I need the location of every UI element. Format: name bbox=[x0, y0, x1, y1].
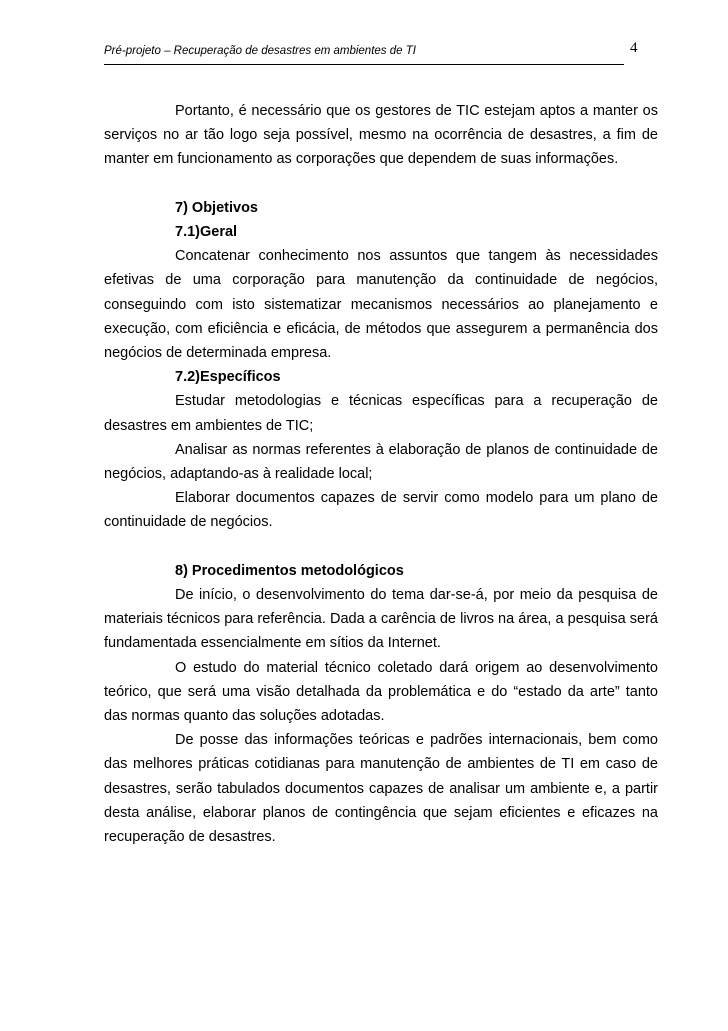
procedimentos-paragraph: O estudo do material técnico coletado dará origem ao desenvolvimento teórico, que será uma visão detalhada da problemática e do “estado da arte” tanto das normas quanto das soluções adotadas. bbox=[104, 659, 658, 725]
spacer bbox=[104, 535, 658, 559]
intro-paragraph: Portanto, é necessário que os gestores de TIC estejam aptos a manter os serviços no ar tão logo seja possível, mesmo na ocorrência de desastres, a fim de manter em funcionamento as corporações que dependem de suas informações. bbox=[104, 103, 658, 168]
especificos-item: Analisar as normas referentes à elaboração de planos de continuidade de negócios, adaptando-as à realidade local; bbox=[104, 441, 658, 483]
subsection-heading-geral: 7.1)Geral bbox=[175, 224, 238, 240]
especificos-item: Elaborar documentos capazes de servir como modelo para um plano de continuidade de negócios. bbox=[104, 490, 658, 531]
header-title: Pré-projeto – Recuperação de desastres em ambientes de TI bbox=[104, 45, 416, 57]
page-number: 4 bbox=[630, 40, 638, 56]
procedimentos-paragraph: De posse das informações teóricas e padrões internacionais, bem como das melhores práticas cotidianas para manutenção de ambientes de TI em caso de desastres, serão tabulados documentos capazes de analisar um ambiente e, a partir desta análise, elaborar planos de contingência que sejam eficientes e eficazes na recuperação de desastres. bbox=[104, 732, 658, 846]
section-heading-procedimentos: 8) Procedimentos metodológicos bbox=[175, 562, 404, 579]
running-header bbox=[104, 42, 624, 65]
procedimentos-paragraph: De início, o desenvolvimento do tema dar-se-á, por meio da pesquisa de materiais técnicos para referência. Dada a carência de livros na área, a pesquisa será fundamentada essencialmente em sítios da Internet. bbox=[104, 587, 658, 652]
section-heading-objetivos: 7) Objetivos bbox=[175, 199, 258, 216]
especificos-item: Estudar metodologias e técnicas específicas para a recuperação de desastres em ambientes de TIC; bbox=[104, 393, 658, 434]
spacer bbox=[104, 172, 658, 196]
geral-paragraph: Concatenar conhecimento nos assuntos que tangem às necessidades efetivas de uma corporação para manutenção da continuidade de negócios, conseguindo com isto sistematizar mecanismos necessários ao planejamento e execução, com eficiência e eficácia, de métodos que assegurem a permanência dos negócios de determinada empresa. bbox=[104, 248, 658, 362]
subsection-heading-especificos: 7.2)Específicos bbox=[175, 369, 281, 386]
document-body bbox=[104, 99, 658, 849]
